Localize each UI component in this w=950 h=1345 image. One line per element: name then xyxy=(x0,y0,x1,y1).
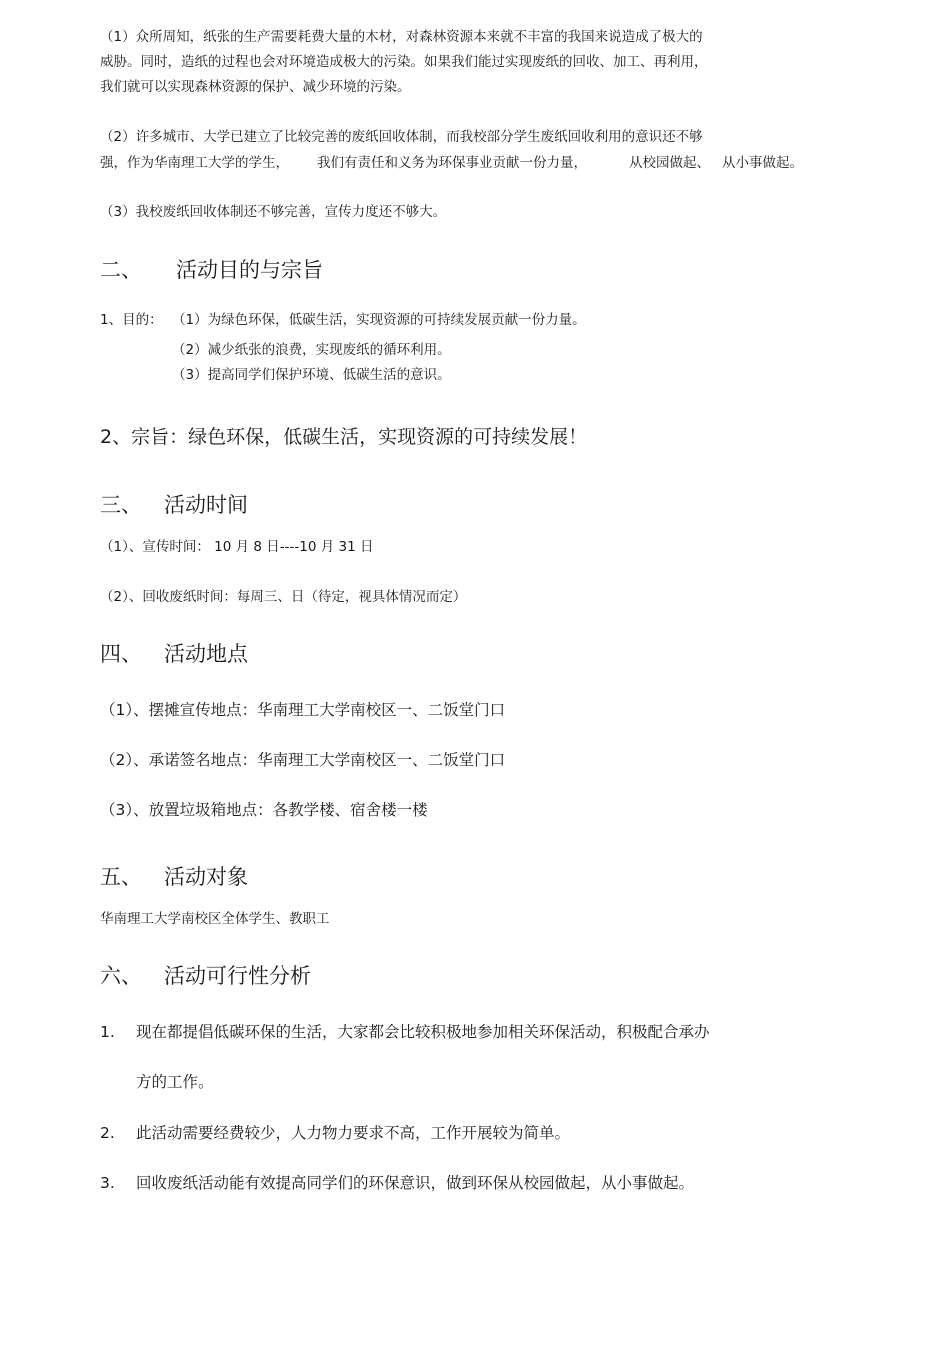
section6-heading xyxy=(100,966,311,987)
location-item-2: （2）、承诺签名地点：华南理工大学南校区一、二饭堂门口 xyxy=(100,751,506,769)
purpose-label: 1、目的： xyxy=(100,312,163,328)
section5-number: 五、 xyxy=(100,865,142,889)
tenet: 2、宗旨：绿色环保，低碳生活，实现资源的可持续发展！ xyxy=(100,426,588,448)
feasibility-item-2-line1: 此活动需要经费较少，人力物力要求不高，工作开展较为简单。 xyxy=(136,1124,571,1142)
target-audience: 华南理工大学南校区全体学生、教职工 xyxy=(100,911,330,927)
feasibility-item-1-line1: 现在都提倡低碳环保的生活，大家都会比较积极地参加相关环保活动，积极配合承办 xyxy=(136,1023,710,1041)
section2-heading xyxy=(100,260,323,281)
section4-number: 四、 xyxy=(100,642,142,666)
time-item-2: （2）、回收废纸时间：每周三、日（待定，视具体情况而定） xyxy=(100,589,467,605)
feasibility-item-1-number: 1. xyxy=(100,1023,115,1041)
purpose-item-3: （3）提高同学们保护环境、低碳生活的意识。 xyxy=(172,367,451,383)
background-p2-part2: 我们有责任和义务为环保事业贡献一份力量， xyxy=(317,155,587,171)
location-item-1: （1）、摆摊宣传地点：华南理工大学南校区一、二饭堂门口 xyxy=(100,701,506,719)
section4-heading xyxy=(100,644,248,665)
background-p2-line2 xyxy=(100,157,803,171)
feasibility-item-3-line1: 回收废纸活动能有效提高同学们的环保意识，做到环保从校园做起，从小事做起。 xyxy=(136,1174,695,1192)
background-p1-line2: 威胁。同时，造纸的过程也会对环境造成极大的污染。如果我们能过实现废纸的回收、加工、再利用， xyxy=(100,54,708,70)
section6-number: 六、 xyxy=(100,964,142,988)
purpose-item-2: （2）减少纸张的浪费，实现废纸的循环利用。 xyxy=(172,342,451,358)
section3-title: 活动时间 xyxy=(164,493,248,517)
section3-number: 三、 xyxy=(100,493,142,517)
background-p2-line1: （2）许多城市、大学已建立了比较完善的废纸回收体制，而我校部分学生废纸回收利用的意识还不够 xyxy=(100,129,703,145)
feasibility-item-1-line2: 方的工作。 xyxy=(136,1073,214,1091)
section6-title: 活动可行性分析 xyxy=(164,964,311,988)
section2-number: 二、 xyxy=(100,258,142,282)
background-p2-part1: 强，作为华南理工大学的学生， xyxy=(100,155,289,171)
background-p1-line3: 我们就可以实现森林资源的保护、减少环境的污染。 xyxy=(100,79,411,95)
background-p3: （3）我校废纸回收体制还不够完善，宣传力度还不够大。 xyxy=(100,204,447,220)
section5-heading xyxy=(100,867,248,888)
feasibility-item-3-number: 3. xyxy=(100,1174,115,1192)
time-item-1: （1）、宣传时间： 10 月 8 日----10 月 31 日 xyxy=(100,539,374,555)
feasibility-item-2-number: 2. xyxy=(100,1124,115,1142)
section3-heading xyxy=(100,495,248,516)
location-item-3: （3）、放置垃圾箱地点：各教学楼、宿舍楼一楼 xyxy=(100,801,428,819)
section2-title: 活动目的与宗旨 xyxy=(176,258,323,282)
background-p2-part3: 从校园做起、 xyxy=(629,155,710,171)
purpose-item-1: （1）为绿色环保，低碳生活，实现资源的可持续发展贡献一份力量。 xyxy=(172,312,586,328)
background-p1-line1: （1）众所周知，纸张的生产需要耗费大量的木材，对森林资源本来就不丰富的我国来说造成了极大的 xyxy=(100,29,703,45)
section5-title: 活动对象 xyxy=(164,865,248,889)
background-p2-part4: 从小事做起。 xyxy=(722,155,803,171)
section4-title: 活动地点 xyxy=(164,642,248,666)
